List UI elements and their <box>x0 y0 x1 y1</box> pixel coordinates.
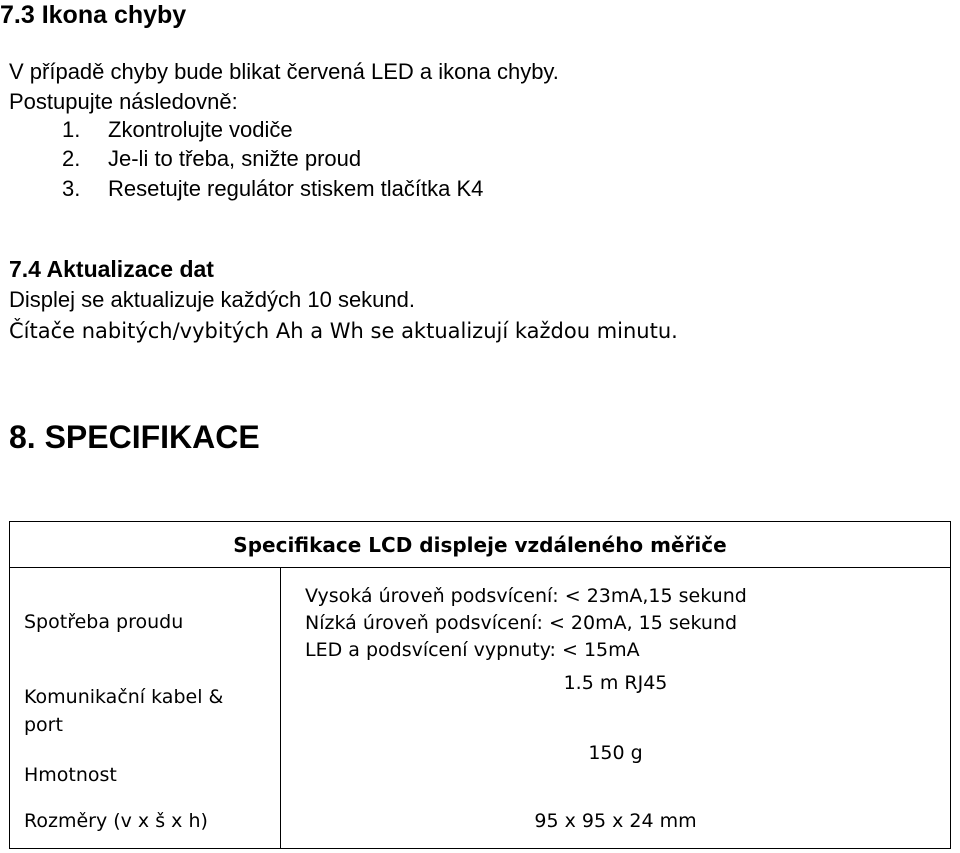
table-caption: Specifikace LCD displeje vzdáleného měřiče <box>10 522 951 568</box>
section-7-3-line1: V případě chyby bude blikat červená LED a ikona chyby. <box>9 59 559 84</box>
table-value: 95 x 95 x 24 mm <box>534 810 697 832</box>
table-value: Nízká úroveň podsvícení: < 20mA, 15 sekund <box>305 612 738 634</box>
table-label: Rozměry (v x š x h) <box>24 810 208 832</box>
table-value: Vysoká úroveň podsvícení: < 23mA,15 sekund <box>305 585 747 607</box>
step-number: 2. <box>62 146 81 171</box>
table-label: Komunikační kabel & <box>24 686 224 708</box>
section-7-3-title: 7.3 Ikona chyby <box>0 1 187 29</box>
section-7-4-line2: Čítače nabitých/vybitých Ah a Wh se aktualizují každou minutu. <box>9 319 678 343</box>
step-text: Je-li to třeba, snižte proud <box>108 146 362 171</box>
table-label: Hmotnost <box>24 764 117 786</box>
table-label-column <box>10 568 281 849</box>
table-label: port <box>24 714 63 736</box>
section-8-title: 8. SPECIFIKACE <box>9 419 260 455</box>
section-7-3-line2: Postupujte následovně: <box>9 89 238 114</box>
section-7-4-title: 7.4 Aktualizace dat <box>9 256 214 282</box>
table-label: Spotřeba proudu <box>24 611 184 633</box>
step-number: 3. <box>62 176 81 201</box>
step-text: Zkontrolujte vodiče <box>108 117 293 142</box>
table-value: 150 g <box>588 742 643 764</box>
table-value: 1.5 m RJ45 <box>563 672 668 694</box>
spec-table <box>9 521 951 849</box>
section-7-4-line1: Displej se aktualizuje každých 10 sekund. <box>9 287 416 312</box>
step-number: 1. <box>62 117 81 142</box>
step-text: Resetujte regulátor stiskem tlačítka K4 <box>108 176 484 201</box>
table-value-column <box>281 568 951 849</box>
table-value: LED a podsvícení vypnuty: < 15mA <box>305 639 640 661</box>
